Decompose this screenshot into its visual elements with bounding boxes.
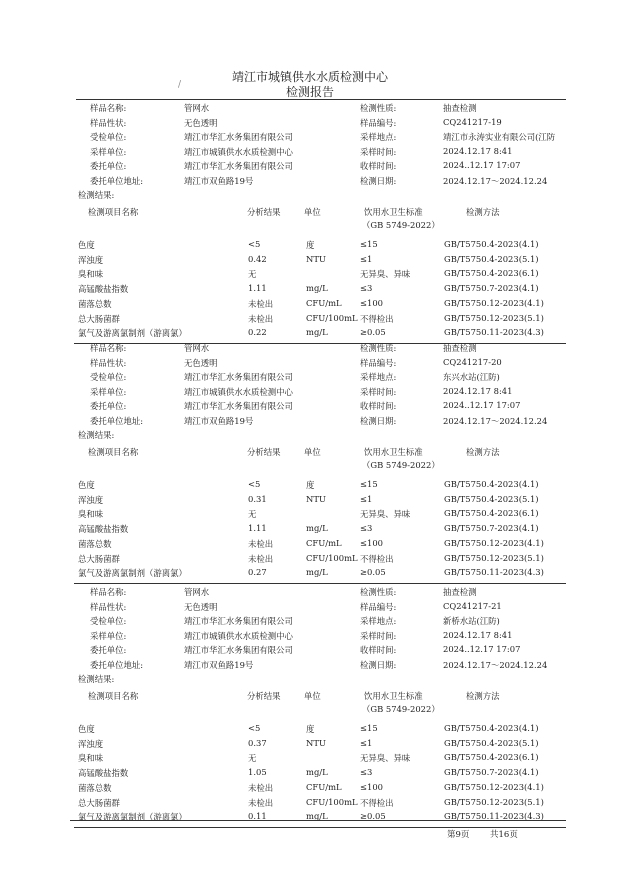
entrusted-unit-value: 靖江市华汇水务集团有限公司 — [184, 372, 293, 382]
sampling-time-label: 采样时间: — [360, 386, 397, 397]
sampling-site-value: 新桥水站(江防) — [443, 616, 500, 626]
col-header-method: 检测方法 — [466, 447, 500, 457]
cell-unit: mg/L — [306, 811, 328, 822]
col-header-standard-ref: （GB 5749-2022） — [362, 220, 440, 230]
col-header-unit: 单位 — [304, 691, 321, 701]
receipt-time-value: 2024..12.17 17:07 — [443, 160, 521, 170]
cell-method: GB/T5750.12-2023(4.1) — [444, 537, 544, 548]
cell-item: 色度 — [78, 480, 95, 490]
cell-unit: NTU — [306, 737, 326, 748]
sampling-time-value: 2024.12.17 8:41 — [443, 629, 513, 640]
cell-method: GB/T5750.12-2023(5.1) — [444, 796, 544, 807]
sample-no-label: 样品编号: — [360, 601, 397, 612]
cell-standard: ≤15 — [360, 239, 378, 249]
entrusted-unit-value: 靖江市华汇水务集团有限公司 — [184, 616, 293, 626]
cell-standard: ≤100 — [360, 537, 384, 548]
cell-item: 氯气及游离氯制剂（游离氯） — [78, 568, 187, 579]
col-header-standard: 饮用水卫生标准 — [364, 691, 423, 701]
test-nature-value: 抽查检测 — [443, 103, 477, 113]
receipt-time-label: 收样时间: — [360, 161, 397, 171]
col-header-item: 检测项目名称 — [88, 691, 139, 701]
col-header-item: 检测项目名称 — [88, 447, 139, 457]
sample-state-label: 样品性状: — [90, 117, 127, 128]
cell-item: 高锰酸盐指数 — [78, 284, 129, 295]
cell-standard: 无异臭、异味 — [360, 509, 411, 520]
sample-state-label: 样品性状: — [90, 601, 127, 612]
sample-state-value: 无色透明 — [184, 357, 218, 368]
cell-result: 1.11 — [248, 523, 267, 534]
entrusted-unit-label: 受检单位: — [90, 616, 127, 626]
cell-result: <5 — [248, 239, 261, 249]
client-unit-label: 委托单位: — [90, 401, 127, 411]
cell-method: GB/T5750.4-2023(6.1) — [444, 268, 539, 279]
sample-name-label: 样品名称: — [90, 343, 127, 353]
cell-result: 0.37 — [248, 737, 267, 748]
col-header-method: 检测方法 — [466, 691, 500, 701]
report-title: 检测报告 — [285, 85, 334, 99]
cell-unit: NTU — [306, 493, 326, 504]
cell-result: 未检出 — [248, 553, 274, 564]
cell-standard: 不得检出 — [360, 553, 394, 564]
cell-standard: ≤100 — [360, 781, 384, 792]
cell-item: 浑浊度 — [78, 738, 104, 749]
sampling-unit-value: 靖江市城镇供水水质检测中心 — [184, 630, 293, 641]
cell-result: 0.31 — [248, 493, 267, 504]
sampling-site-label: 采样地点: — [360, 372, 397, 382]
cell-unit: 度 — [306, 724, 315, 734]
cell-unit: CFU/mL — [306, 297, 342, 308]
client-unit-label: 委托单位: — [90, 645, 127, 655]
cell-result: 未检出 — [248, 538, 274, 549]
cell-item: 总大肠菌群 — [78, 313, 120, 324]
cell-method: GB/T5750.4-2023(4.1) — [444, 239, 539, 249]
sampling-time-label: 采样时间: — [360, 146, 397, 157]
cell-unit: mg/L — [306, 567, 328, 578]
cell-standard: 不得检出 — [360, 313, 394, 324]
cell-method: GB/T5750.4-2023(5.1) — [444, 253, 539, 264]
sample-state-value: 无色透明 — [184, 117, 218, 128]
sample-no-value: CQ241217-20 — [443, 356, 502, 367]
sampling-unit-label: 采样单位: — [90, 630, 127, 641]
test-date-label: 检测日期: — [360, 175, 397, 186]
client-address-label: 委托单位地址: — [90, 659, 144, 670]
cell-item: 色度 — [78, 240, 95, 250]
cell-method: GB/T5750.12-2023(5.1) — [444, 552, 544, 563]
cell-item: 菌落总数 — [78, 538, 112, 549]
cell-standard: ≤3 — [360, 767, 373, 778]
sampling-time-label: 采样时间: — [360, 630, 397, 641]
cell-unit: mg/L — [306, 327, 328, 338]
cell-standard: 无异臭、异味 — [360, 269, 411, 280]
cell-method: GB/T5750.12-2023(4.1) — [444, 781, 544, 792]
test-date-value: 2024.12.17～2024.12.24 — [443, 415, 548, 426]
test-nature-label: 检测性质: — [360, 587, 397, 597]
client-address-label: 委托单位地址: — [90, 175, 144, 186]
cell-result: 无 — [248, 269, 257, 280]
cell-method: GB/T5750.11-2023(4.3) — [444, 567, 544, 578]
cell-standard: ≤15 — [360, 723, 378, 733]
cell-item: 氯气及游离氯制剂（游离氯） — [78, 812, 187, 823]
cell-method: GB/T5750.11-2023(4.3) — [444, 811, 544, 822]
cell-item: 臭和味 — [78, 753, 104, 764]
col-header-unit: 单位 — [304, 447, 321, 457]
col-header-standard-ref: （GB 5749-2022） — [362, 460, 440, 470]
cell-unit: NTU — [306, 253, 326, 264]
cell-result: 1.05 — [248, 767, 267, 778]
cell-method: GB/T5750.7-2023(4.1) — [444, 283, 539, 294]
entrusted-unit-label: 受检单位: — [90, 372, 127, 382]
sample-name-value: 管网水 — [184, 343, 210, 353]
sample-no-value: CQ241217-21 — [443, 600, 502, 611]
cell-standard: ≤15 — [360, 479, 378, 489]
sampling-unit-value: 靖江市城镇供水水质检测中心 — [184, 386, 293, 397]
cell-item: 氯气及游离氯制剂（游离氯） — [78, 328, 187, 339]
cell-standard: 无异臭、异味 — [360, 753, 411, 764]
cell-method: GB/T5750.12-2023(5.1) — [444, 312, 544, 323]
cell-unit: CFU/100mL — [306, 552, 358, 563]
results-label: 检测结果: — [78, 430, 115, 440]
sampling-site-value: 东兴水站(江防) — [443, 372, 500, 382]
client-address-value: 靖江市双鱼路19号 — [184, 659, 254, 670]
col-header-standard-ref: （GB 5749-2022） — [362, 704, 440, 714]
cell-result: 未检出 — [248, 313, 274, 324]
cell-unit: mg/L — [306, 523, 328, 534]
cell-result: 0.22 — [248, 327, 267, 338]
cell-unit: CFU/100mL — [306, 796, 358, 807]
cell-standard: ≥0.05 — [360, 567, 386, 578]
cell-method: GB/T5750.4-2023(6.1) — [444, 752, 539, 763]
cell-result: 无 — [248, 753, 257, 764]
client-address-label: 委托单位地址: — [90, 415, 144, 426]
cell-method: GB/T5750.4-2023(5.1) — [444, 493, 539, 504]
cell-unit: 度 — [306, 480, 315, 490]
cell-item: 色度 — [78, 724, 95, 734]
results-label: 检测结果: — [78, 190, 115, 200]
test-nature-value: 抽查检测 — [443, 343, 477, 353]
entrusted-unit-label: 受检单位: — [90, 132, 127, 142]
cell-result: 0.11 — [248, 811, 267, 822]
cell-item: 菌落总数 — [78, 298, 112, 309]
col-header-result: 分析结果 — [247, 447, 281, 457]
cell-standard: ≤3 — [360, 523, 373, 534]
sample-no-label: 样品编号: — [360, 357, 397, 368]
pen-mark: / — [178, 80, 182, 90]
cell-unit: CFU/mL — [306, 537, 342, 548]
test-nature-value: 抽查检测 — [443, 587, 477, 597]
cell-standard: 不得检出 — [360, 797, 394, 808]
cell-standard: ≥0.05 — [360, 327, 386, 338]
client-unit-label: 委托单位: — [90, 161, 127, 171]
cell-unit: 度 — [306, 240, 315, 250]
cell-method: GB/T5750.7-2023(4.1) — [444, 767, 539, 778]
cell-result: 0.27 — [248, 567, 267, 578]
sampling-site-label: 采样地点: — [360, 616, 397, 626]
client-unit-value: 靖江市华汇水务集团有限公司 — [184, 645, 293, 655]
sample-name-value: 管网水 — [184, 587, 210, 597]
test-nature-label: 检测性质: — [360, 343, 397, 353]
cell-unit: CFU/100mL — [306, 312, 358, 323]
sample-name-value: 管网水 — [184, 103, 210, 113]
col-header-standard: 饮用水卫生标准 — [364, 207, 423, 217]
cell-unit: CFU/mL — [306, 781, 342, 792]
test-date-value: 2024.12.17～2024.12.24 — [443, 659, 548, 670]
cell-item: 浑浊度 — [78, 494, 104, 505]
sampling-time-value: 2024.12.17 8:41 — [443, 145, 513, 156]
sample-section — [0, 340, 620, 590]
sampling-site-value: 靖江市永涛实业有限公司(江防 — [443, 132, 556, 142]
test-date-label: 检测日期: — [360, 659, 397, 670]
col-header-result: 分析结果 — [247, 207, 281, 217]
cell-result: 未检出 — [248, 797, 274, 808]
sample-no-label: 样品编号: — [360, 117, 397, 128]
page-total: 共16页 — [490, 830, 518, 840]
cell-item: 高锰酸盐指数 — [78, 768, 129, 779]
cell-standard: ≥0.05 — [360, 811, 386, 822]
cell-result: <5 — [248, 723, 261, 733]
cell-result: 未检出 — [248, 298, 274, 309]
cell-method: GB/T5750.4-2023(4.1) — [444, 479, 539, 489]
cell-standard: ≤1 — [360, 493, 373, 504]
cell-standard: ≤100 — [360, 297, 384, 308]
cell-result: <5 — [248, 479, 261, 489]
client-unit-value: 靖江市华汇水务集团有限公司 — [184, 401, 293, 411]
receipt-time-label: 收样时间: — [360, 401, 397, 411]
cell-unit: mg/L — [306, 283, 328, 294]
sample-section — [0, 584, 620, 834]
sampling-unit-label: 采样单位: — [90, 146, 127, 157]
report-org-title: 靖江市城镇供水水质检测中心 — [231, 70, 388, 84]
test-nature-label: 检测性质: — [360, 103, 397, 113]
footer-rule — [70, 820, 566, 821]
sample-name-label: 样品名称: — [90, 587, 127, 597]
cell-method: GB/T5750.4-2023(6.1) — [444, 508, 539, 519]
cell-item: 菌落总数 — [78, 782, 112, 793]
sampling-unit-value: 靖江市城镇供水水质检测中心 — [184, 146, 293, 157]
client-address-value: 靖江市双鱼路19号 — [184, 175, 254, 186]
results-label: 检测结果: — [78, 674, 115, 684]
col-header-item: 检测项目名称 — [88, 207, 139, 217]
cell-item: 总大肠菌群 — [78, 553, 120, 564]
cell-result: 0.42 — [248, 253, 267, 264]
cell-result: 未检出 — [248, 782, 274, 793]
sample-section — [0, 100, 620, 350]
cell-standard: ≤1 — [360, 737, 373, 748]
col-header-standard: 饮用水卫生标准 — [364, 447, 423, 457]
page-number: 第9页 — [447, 830, 470, 840]
cell-result: 1.11 — [248, 283, 267, 294]
sampling-site-label: 采样地点: — [360, 132, 397, 142]
test-date-label: 检测日期: — [360, 415, 397, 426]
cell-item: 总大肠菌群 — [78, 797, 120, 808]
sampling-time-value: 2024.12.17 8:41 — [443, 385, 513, 396]
cell-item: 臭和味 — [78, 269, 104, 280]
client-address-value: 靖江市双鱼路19号 — [184, 415, 254, 426]
receipt-time-value: 2024..12.17 17:07 — [443, 400, 521, 410]
cell-method: GB/T5750.12-2023(4.1) — [444, 297, 544, 308]
cell-item: 浑浊度 — [78, 254, 104, 265]
col-header-result: 分析结果 — [247, 691, 281, 701]
receipt-time-label: 收样时间: — [360, 645, 397, 655]
entrusted-unit-value: 靖江市华汇水务集团有限公司 — [184, 132, 293, 142]
cell-standard: ≤3 — [360, 283, 373, 294]
receipt-time-value: 2024..12.17 17:07 — [443, 644, 521, 654]
cell-method: GB/T5750.4-2023(5.1) — [444, 737, 539, 748]
cell-unit: mg/L — [306, 767, 328, 778]
sample-state-label: 样品性状: — [90, 357, 127, 368]
cell-method: GB/T5750.11-2023(4.3) — [444, 327, 544, 338]
col-header-method: 检测方法 — [466, 207, 500, 217]
cell-method: GB/T5750.7-2023(4.1) — [444, 523, 539, 534]
cell-item: 高锰酸盐指数 — [78, 524, 129, 535]
sample-name-label: 样品名称: — [90, 103, 127, 113]
cell-item: 臭和味 — [78, 509, 104, 520]
cell-method: GB/T5750.4-2023(4.1) — [444, 723, 539, 733]
sample-state-value: 无色透明 — [184, 601, 218, 612]
client-unit-value: 靖江市华汇水务集团有限公司 — [184, 161, 293, 171]
sampling-unit-label: 采样单位: — [90, 386, 127, 397]
cell-result: 无 — [248, 509, 257, 520]
sample-no-value: CQ241217-19 — [443, 116, 502, 127]
col-header-unit: 单位 — [304, 207, 321, 217]
cell-standard: ≤1 — [360, 253, 373, 264]
test-date-value: 2024.12.17～2024.12.24 — [443, 175, 548, 186]
